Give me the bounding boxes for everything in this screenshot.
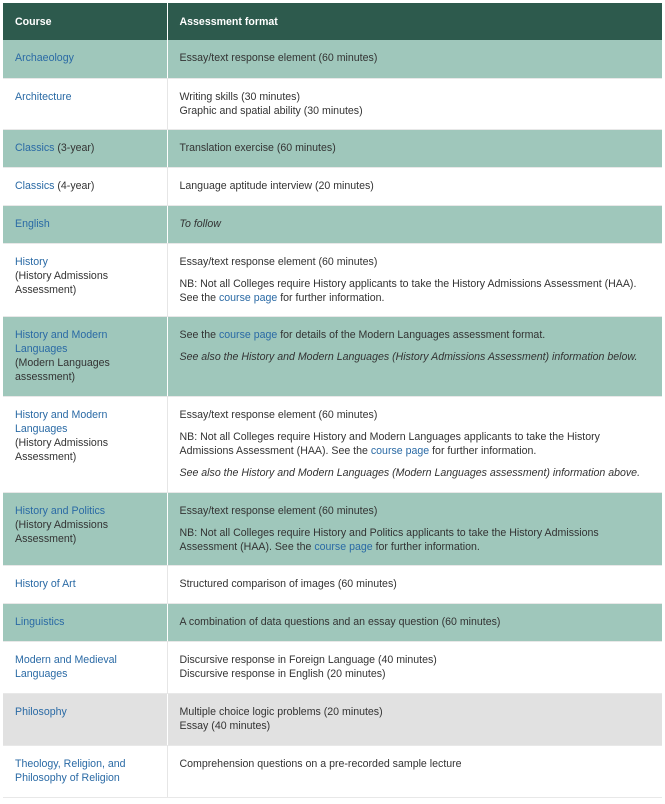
format-cell xyxy=(167,603,662,641)
format-line: Structured comparison of images (60 minutes) xyxy=(179,577,397,590)
course-link-theology-religion-and-philosophy-of-religion[interactable]: Theology, Religion, and Philosophy of Religion xyxy=(15,757,126,784)
format-line: Multiple choice logic problems (20 minutes) xyxy=(179,705,383,718)
format-cell xyxy=(167,745,662,797)
course-link-english[interactable]: English xyxy=(15,217,50,230)
nb-text: NB: Not all Colleges require History and Modern Languages applicants to take the History Admissions Assessment (HAA). See the xyxy=(179,430,600,457)
course-link-classics-3-year[interactable]: Classics xyxy=(15,141,55,154)
course-cell xyxy=(3,40,167,78)
course-link-history-and-politics[interactable]: History and Politics xyxy=(15,504,106,517)
format-cell xyxy=(167,243,662,316)
format-line: Discursive response in English (20 minutes) xyxy=(179,667,386,680)
format-cell xyxy=(167,205,662,243)
format-cell xyxy=(167,565,662,603)
table-row xyxy=(3,641,662,693)
see-also-note: See also the History and Modern Languages (History Admissions Assessment) information below. xyxy=(179,350,638,363)
table-row xyxy=(3,205,662,243)
format-cell xyxy=(167,396,662,492)
course-link-linguistics[interactable]: Linguistics xyxy=(15,615,65,628)
course-link-archaeology[interactable]: Archaeology xyxy=(15,52,74,64)
format-line: Comprehension questions on a pre-recorded sample lecture xyxy=(179,757,462,770)
course-cell xyxy=(3,641,167,693)
format-cell xyxy=(167,693,662,745)
course-link-history-and-modern-languages-haa[interactable]: History and Modern Languages xyxy=(15,408,108,435)
course-link-modern-and-medieval-languages[interactable]: Modern and Medieval Languages xyxy=(15,653,117,680)
course-page-link[interactable]: course page xyxy=(218,291,278,304)
table-row xyxy=(3,40,662,78)
course-page-link[interactable]: course page xyxy=(314,540,373,553)
nb-text: NB: Not all Colleges require History and Politics applicants to take the History Admissions Assessment (HAA). See the xyxy=(179,526,599,553)
course-cell xyxy=(3,167,167,205)
table-row xyxy=(3,167,662,205)
course-suffix: (4-year) xyxy=(54,179,95,192)
course-cell xyxy=(3,243,167,316)
course-link-architecture[interactable]: Architecture xyxy=(15,90,72,103)
course-cell xyxy=(3,316,167,396)
table-row xyxy=(3,396,662,492)
course-cell xyxy=(3,396,167,492)
format-italic: To follow xyxy=(179,217,221,230)
table-row xyxy=(3,745,662,797)
table-header-row xyxy=(3,3,662,40)
course-cell xyxy=(3,129,167,167)
course-subtitle: (History Admissions Assessment) xyxy=(15,436,109,463)
table-row xyxy=(3,693,662,745)
table-row xyxy=(3,565,662,603)
course-link-history[interactable]: History xyxy=(15,255,48,268)
course-link-philosophy[interactable]: Philosophy xyxy=(15,705,67,718)
format-cell xyxy=(167,167,662,205)
nb-after: for further information. xyxy=(277,291,385,304)
course-subtitle: (Modern Languages assessment) xyxy=(15,356,110,383)
table-row xyxy=(3,129,662,167)
course-cell xyxy=(3,78,167,129)
assessment-table xyxy=(3,3,662,798)
course-page-link[interactable]: course page xyxy=(370,444,430,457)
table-row xyxy=(3,603,662,641)
see-also-note: See also the History and Modern Languages (Modern Languages assessment) information above. xyxy=(179,466,641,479)
course-subtitle: (History Admissions Assessment) xyxy=(15,269,109,296)
format-cell xyxy=(167,492,662,565)
course-suffix: (3-year) xyxy=(54,141,95,154)
nb-note xyxy=(180,430,651,458)
format-cell xyxy=(167,129,662,167)
format-cell xyxy=(167,78,662,129)
format-cell xyxy=(167,316,662,396)
see-after: for details of the Modern Languages assessment format. xyxy=(277,328,546,341)
format-line: Writing skills (30 minutes) xyxy=(179,90,300,103)
format-line: A combination of data questions and an essay question (60 minutes) xyxy=(179,615,501,628)
course-cell xyxy=(3,565,167,603)
course-cell xyxy=(3,745,167,797)
course-page-link[interactable]: course page xyxy=(218,328,278,341)
format-line: Language aptitude interview (20 minutes) xyxy=(179,179,374,192)
nb-after: for further information. xyxy=(372,540,480,553)
format-line: Graphic and spatial ability (30 minutes) xyxy=(179,104,363,117)
format-cell xyxy=(167,40,662,78)
course-link-classics-4-year[interactable]: Classics xyxy=(15,179,55,192)
format-line: Essay/text response element (60 minutes) xyxy=(179,52,378,64)
format-line: Translation exercise (60 minutes) xyxy=(179,141,336,154)
table-row xyxy=(3,316,662,396)
format-line: Essay/text response element (60 minutes) xyxy=(179,408,378,421)
format-line: Essay (40 minutes) xyxy=(179,719,271,732)
table-row xyxy=(3,492,662,565)
see-note xyxy=(180,328,651,342)
course-link-history-and-modern-languages[interactable]: History and Modern Languages xyxy=(15,328,108,355)
header-assessment-format: Assessment format xyxy=(167,3,662,40)
format-line: Essay/text response element (60 minutes) xyxy=(179,504,378,517)
course-cell xyxy=(3,603,167,641)
table-row xyxy=(3,243,662,316)
nb-text: NB: Not all Colleges require History applicants to take the History Admissions Assessment (HAA). See the xyxy=(179,277,637,304)
nb-note xyxy=(180,526,651,554)
course-subtitle: (History Admissions Assessment) xyxy=(15,518,109,545)
course-link-history-of-art[interactable]: History of Art xyxy=(15,577,76,590)
format-line: Essay/text response element (60 minutes) xyxy=(179,255,378,268)
format-cell xyxy=(167,641,662,693)
nb-after: for further information. xyxy=(429,444,537,457)
see-before: See the xyxy=(179,328,219,341)
nb-note xyxy=(180,277,651,305)
format-line: Discursive response in Foreign Language (40 minutes) xyxy=(179,653,437,666)
course-cell xyxy=(3,205,167,243)
course-cell xyxy=(3,492,167,565)
header-course: Course xyxy=(3,3,167,40)
table-row xyxy=(3,78,662,129)
course-cell xyxy=(3,693,167,745)
